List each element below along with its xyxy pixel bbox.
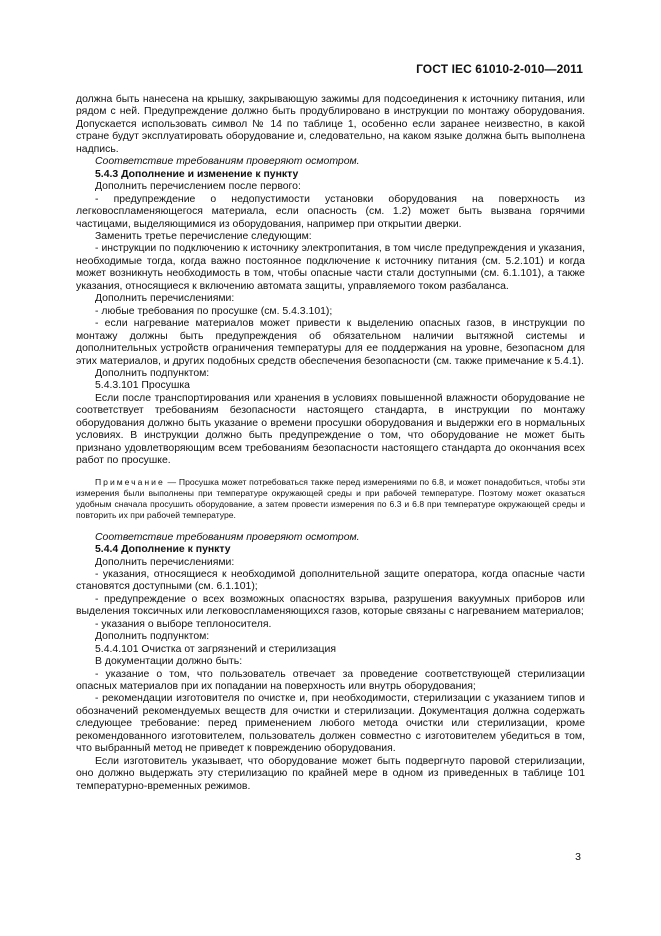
paragraph: Дополнить подпунктом: xyxy=(95,631,210,643)
list-item: - рекомендации изготовителя по очистке и, при необходимости, стерилизации с указанием типов и обозначений рекомендуемых веществ для очистки и стерилизации. Документация должна содержать следующее требование: перед применением любого метода очистки или стерилизации, кроме рекомендованного изготовителем, пользователь должен совместно с изготовителем убедиться в том, что выбранный метод не приведет к повреждению оборудования. xyxy=(76,693,585,755)
note xyxy=(76,477,585,521)
list-item: - если нагревание материалов может привести к выделению опасных газов, в инструкции по монтажу должны быть предупреждения об обязательном наличии вытяжной системы и дополнительных устройств ограничения температуры для ее поддержания на уровне, безопасном для этих материалов, и других подобных средств обеспечения безопасности (см. также примечание к 5.4.1). xyxy=(76,318,585,367)
note-label: Примечание xyxy=(95,476,165,487)
paragraph: должна быть нанесена на крышку, закрывающую зажимы для подсоединения к источнику питания, или рядом с ней. Предупреждение должно быть продублировано в инструкции по монтажу оборудования. Допускается использовать символ № 14 по таблице 1, особенно если заранее неизвестно, в какой стране будут эксплуатировать оборудование и, следовательно, на каком языке должна быть выполнена надпись. xyxy=(76,94,585,155)
paragraph: Дополнить перечислениями: xyxy=(95,293,235,305)
list-item: - указание о том, что пользователь отвечает за проведение соответствующей стерилизации опасных материалов при их попадании на поверхность или внутрь оборудования; xyxy=(76,668,585,693)
list-item: - инструкции по подключению к источнику электропитания, в том числе предупреждения и указания, необходимые тогда, когда важно постоянное подключение к источнику питания (см. 5.2.101) и когда может возникнуть необходимость в том, чтобы опасные части стали доступными (см. 6.1.101), а также указания, относящиеся к включению автомата защиты, управляемого током разбаланса. xyxy=(76,243,585,292)
subclause-heading-5-4-4-101: 5.4.4.101 Очистка от загрязнений и стерилизация xyxy=(95,643,337,655)
conformity-check: Соответствие требованиям проверяют осмотром. xyxy=(95,531,360,543)
paragraph: Дополнить перечислением после первого: xyxy=(95,181,301,193)
paragraph: Дополнить перечислениями: xyxy=(95,556,235,568)
paragraph: Заменить третье перечисление следующим: xyxy=(95,230,312,242)
clause-heading-5-4-4: 5.4.4 Дополнение к пункту xyxy=(95,544,231,556)
paragraph: В документации должно быть: xyxy=(95,656,243,668)
list-item: - предупреждение о недопустимости установки оборудования на поверхность из легковоспламеняющегося материала, если опасность (см. 1.2) может быть вызвана горячими частицами, выделяющимися из оборудования, например при открытии дверки. xyxy=(76,193,585,230)
paragraph: Если изготовитель указывает, что оборудование может быть подвергнуто паровой стерилизации, оно должно выдержать эту стерилизацию по крайней мере в одном из приведенных в таблице 101 температурно-временных режимов. xyxy=(76,755,585,792)
list-item: - указания о выборе теплоносителя. xyxy=(95,618,272,630)
clause-heading-5-4-3: 5.4.3 Дополнение и изменение к пункту xyxy=(95,168,299,180)
paragraph: Если после транспортирования или хранения в условиях повышенной влажности оборудование не соответствует требованиям безопасности настоящего стандарта, в инструкции по монтажу оборудования должно быть указание о времени просушки оборудования и выдержки его в нормальных условиях. В инструкции должно быть предупреждение о том, что оборудование не может быть признано удовлетворяющим всем требованиям безопасности настоящего стандарта до окончания всех работ по просушке. xyxy=(76,392,585,467)
subclause-heading-5-4-3-101: 5.4.3.101 Просушка xyxy=(95,380,190,392)
page-number: 3 xyxy=(575,851,581,863)
note-text: — Просушка может потребоваться также перед измерениями по 6.8, и может понадобиться, чтобы эти измерения были выполнены при температуре окружающей среды и при рабочей температуре. Поэтому может оказаться удобным сначала просушить оборудование, а затем провести измерения по 6.3 и 6.8 при температуре окружающей среды и повторить их при рабочей температуре. xyxy=(76,476,585,520)
body-text xyxy=(76,94,585,793)
list-item: - предупреждение о всех возможных опасностях взрыва, разрушения вакуумных приборов или выделения токсичных или легковоспламеняющихся газов, которые связаны с нагреванием материалов; xyxy=(76,593,585,618)
conformity-check: Соответствие требованиям проверяют осмотром. xyxy=(95,156,360,168)
list-item: - любые требования по просушке (см. 5.4.3.101); xyxy=(95,305,333,317)
list-item: - указания, относящиеся к необходимой дополнительной защите оператора, когда опасные части становятся доступными (см. 6.1.101); xyxy=(76,568,585,593)
standard-designation: ГОСТ IEC 61010-2-010—2011 xyxy=(416,62,583,76)
paragraph: Дополнить подпунктом: xyxy=(95,367,210,379)
